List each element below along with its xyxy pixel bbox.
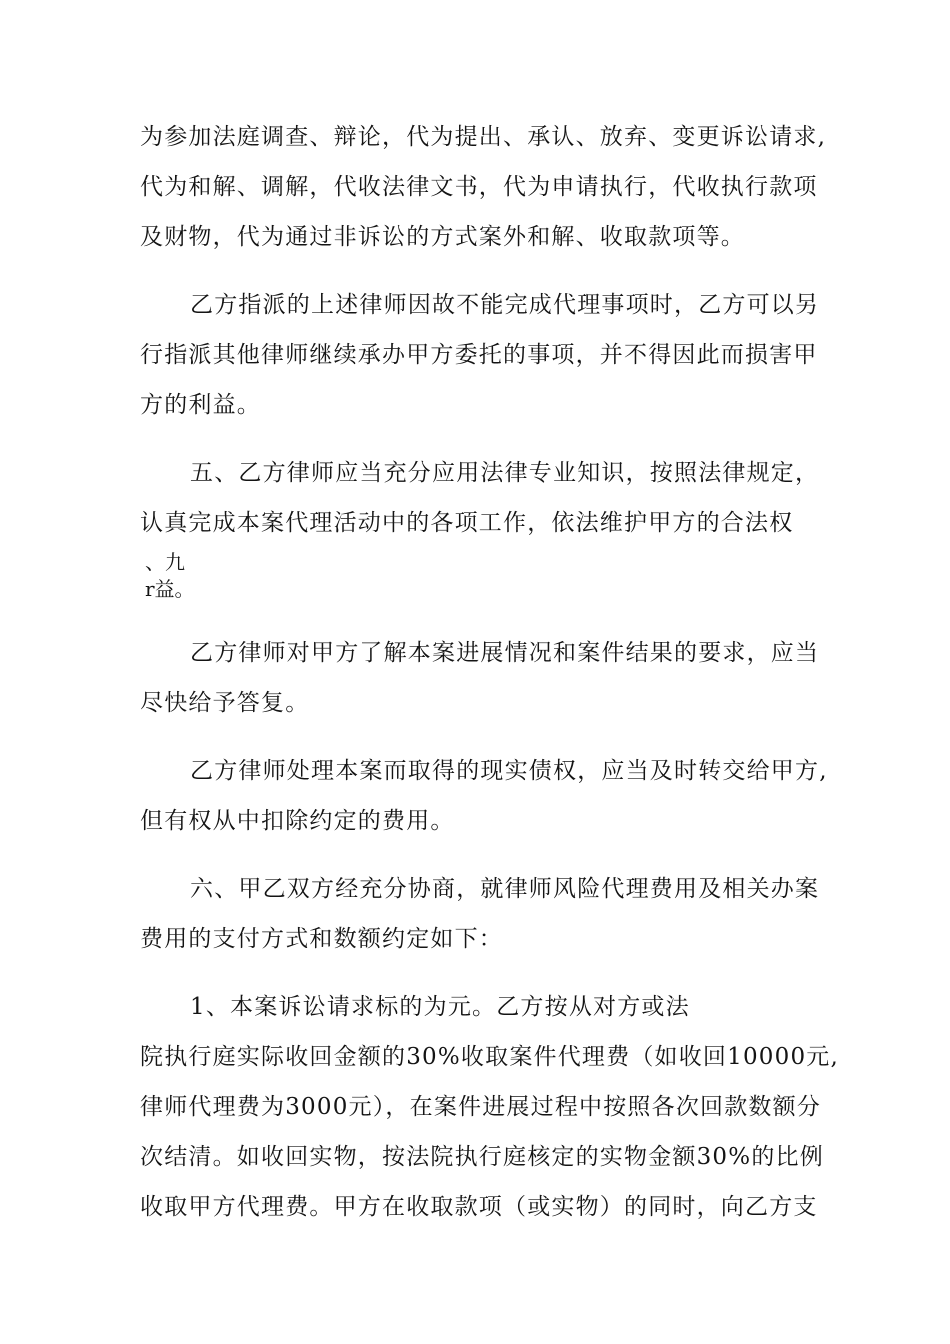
text-line: 收取甲方代理费。甲方在收取款项（或实物）的同时，向乙方支 [140,1194,818,1220]
text-line: 费用的支付方式和数额约定如下： [140,926,503,952]
text-line: 为参加法庭调查、辩论，代为提出、承认、放弃、变更诉讼请求, [140,124,827,150]
text-line: 乙方律师处理本案而取得的现实债权，应当及时转交给甲方, [190,758,828,784]
text-line: 及财物，代为通过非诉讼的方式案外和解、收取款项等。 [140,224,745,250]
garbled-text-upper: 、九 [145,550,185,574]
text-line: 尽快给予答复。 [140,690,310,716]
garbled-text-lower: r益。 [145,577,195,601]
text-line: 行指派其他律师继续承办甲方委托的事项，并不得因此而损害甲 [140,342,818,368]
text-line: 五、乙方律师应当充分应用法律专业知识，按照法律规定， [190,460,820,486]
text-line: 乙方律师对甲方了解本案进展情况和案件结果的要求，应当 [190,640,820,666]
text-line: 律师代理费为3000元），在案件进展过程中按照各次回款数额分 [140,1094,822,1120]
text-line: 1、本案诉讼请求标的为元。乙方按从对方或法 [190,994,690,1020]
text-line: 认真完成本案代理活动中的各项工作，依法维护甲方的合法权 [140,510,794,536]
text-line: 方的利益。 [140,392,261,418]
text-line: 次结清。如收回实物，按法院执行庭核定的实物金额30%的比例 [140,1144,824,1170]
text-line: 乙方指派的上述律师因故不能完成代理事项时，乙方可以另 [190,292,820,318]
text-line: 但有权从中扣除约定的费用。 [140,808,455,834]
text-line: 代为和解、调解，代收法律文书，代为申请执行，代收执行款项 [140,174,818,200]
text-line: 院执行庭实际收回金额的30%收取案件代理费（如收回10000元, [140,1044,839,1070]
text-line: 六、甲乙双方经充分协商，就律师风险代理费用及相关办案 [190,876,820,902]
